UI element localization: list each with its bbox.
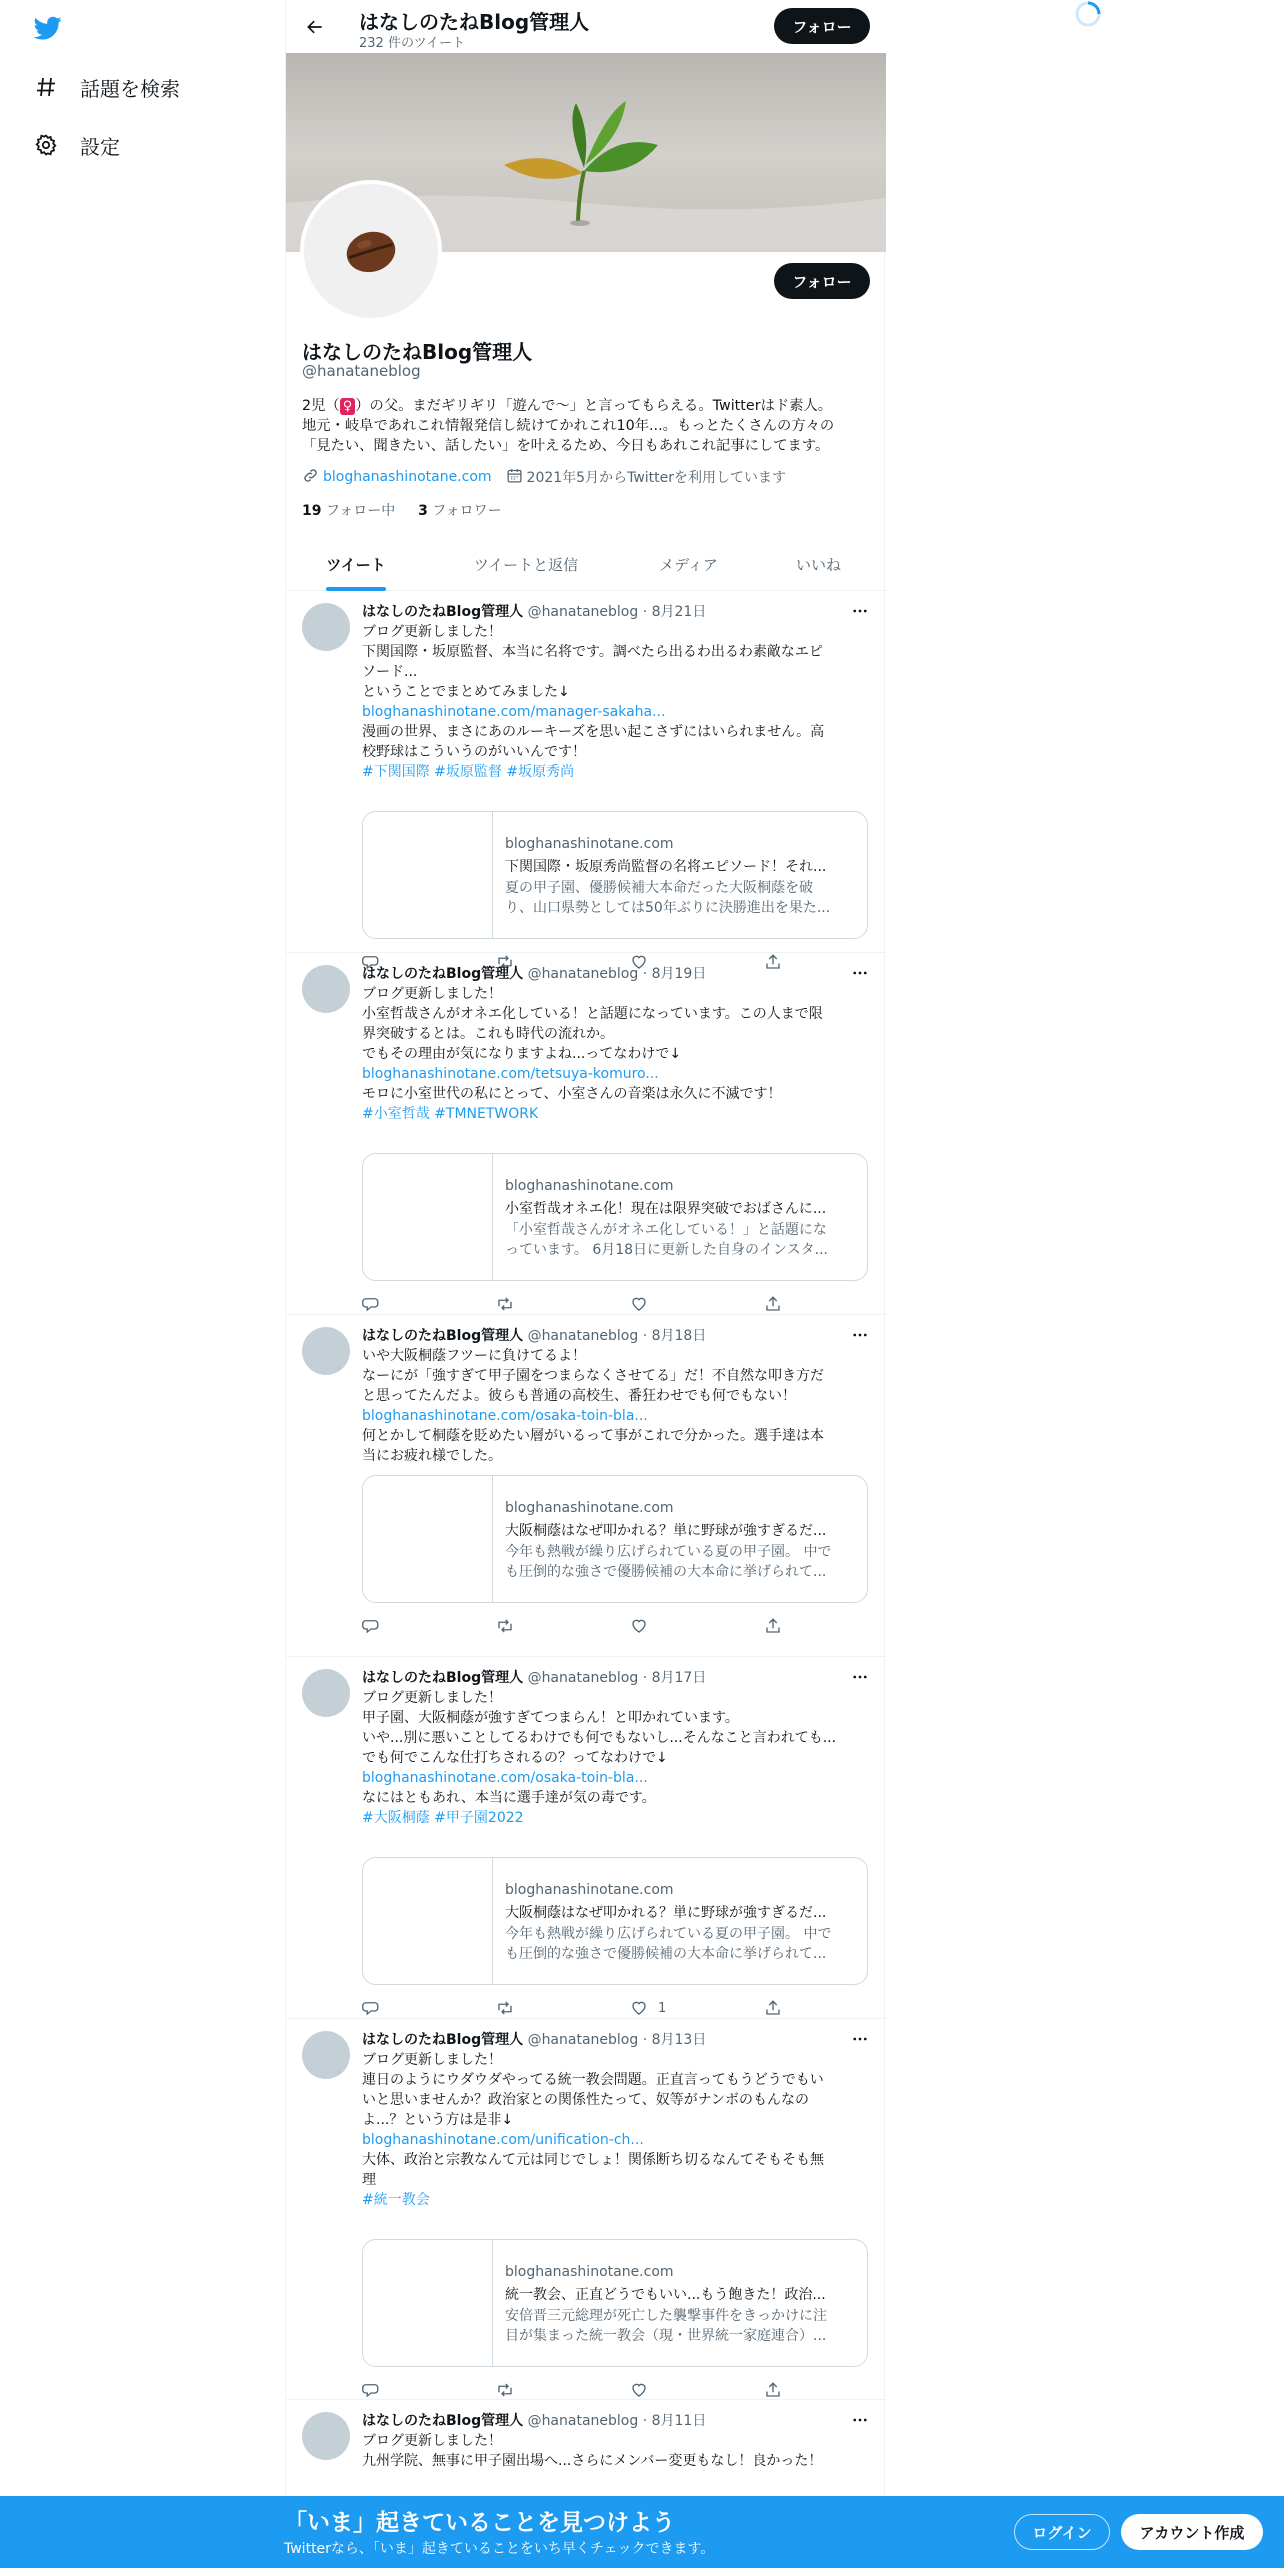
link-preview-card[interactable] [362, 1857, 868, 1985]
tweet-text-line: でも何でこんな仕打ちされるの？ってなわけで↓ [362, 1750, 668, 1766]
tweet-text-line: でもその理由が気になりますよね...ってなわけで↓ [362, 1046, 682, 1062]
tweet-author-handle: @hanataneblog [527, 2032, 639, 2048]
tweet-author-name[interactable]: はなしのたねBlog管理人 [362, 2413, 524, 2429]
link-preview-card[interactable] [362, 1153, 868, 1281]
tab-likes[interactable]: いいね [795, 556, 841, 574]
card-description: 「小室哲哉さんがオネエ化している！」と話題にな っています。 6月18日に更新した自身のインスタ... [505, 1222, 828, 1258]
main-column [285, 0, 885, 2568]
nav-settings[interactable] [32, 125, 120, 165]
tweet-date[interactable]: · 8月19日 [642, 966, 707, 982]
login-button[interactable]: ログイン [1014, 2514, 1110, 2550]
tweet-text-line: なにはともあれ、本当に選手達が気の毒です。 [362, 1790, 656, 1806]
card-description: 夏の甲子園、優勝候補大本命だった大阪桐蔭を破 り、山口県勢としては50年ぶりに決勝進出を果た... [505, 880, 831, 916]
more-icon [851, 1326, 869, 1344]
card-domain: bloghanashinotane.com [505, 1882, 674, 1898]
back-arrow-icon [305, 17, 325, 37]
back-button[interactable] [298, 10, 332, 44]
bio-line: 地元・岐阜であれこれ情報発信し続けてかれこれ10年...。もっとたくさんの方々の [302, 418, 835, 434]
tweet-text-line: 何とかして桐蔭を貶めたい層がいるって事がこれで分かった。選手達は本 [362, 1428, 824, 1444]
tweet-link[interactable]: #統一教会 [362, 2192, 430, 2208]
tweet-header [362, 1325, 706, 1345]
bottom-bar-title: 「いま」起きていることを見つけよう [284, 2510, 675, 2536]
left-navigation [0, 0, 285, 2568]
profile-header-bar [286, 0, 886, 53]
like-button[interactable] [630, 1995, 666, 2021]
tweet-text-line: モロに小室世代の私にとって、小室さんの音楽は永久に不滅です！ [362, 1086, 782, 1102]
reply-icon [362, 2381, 380, 2399]
more-icon [851, 964, 869, 982]
heart-icon [630, 1617, 648, 1635]
more-options-button[interactable] [846, 2406, 874, 2434]
tweet-header [362, 963, 706, 983]
tweet-text-line: 連日のようにウダウダやってる統一教会問題。正直言ってもうどうでもい [362, 2072, 824, 2088]
heart-icon [630, 2381, 648, 2399]
card-domain: bloghanashinotane.com [505, 836, 674, 852]
retweet-button[interactable] [496, 1291, 514, 1317]
tweet-actions [362, 1613, 792, 1639]
more-icon [851, 2411, 869, 2429]
retweet-icon [496, 1617, 514, 1635]
tweet-link[interactable]: bloghanashinotane.com/tetsuya-komuro... [362, 1066, 659, 1082]
retweet-icon [496, 2381, 514, 2399]
tweet-author-name[interactable]: はなしのたねBlog管理人 [362, 604, 524, 620]
tweet-avatar[interactable] [302, 2031, 350, 2079]
share-button[interactable] [764, 1613, 782, 1639]
tweet[interactable] [286, 2019, 886, 2400]
card-title: 大阪桐蔭はなぜ叩かれる？単に野球が強すぎるだ... [505, 1523, 827, 1539]
tweet[interactable] [286, 1657, 886, 2019]
card-description: 今年も熱戦が繰り広げられている夏の甲子園。 中で も圧倒的な強さで優勝候補の大本命に挙げられて... [505, 1926, 832, 1962]
like-count: 1 [658, 2000, 667, 2016]
tweet-text-line: いや大阪桐蔭フツーに負けてるよ！ [362, 1348, 586, 1364]
followers-link[interactable]: 3 フォロワー [418, 503, 502, 519]
more-icon [851, 602, 869, 620]
tweet-actions [362, 1995, 792, 2021]
tweet-link[interactable]: #大阪桐蔭 #甲子園2022 [362, 1810, 524, 1826]
heart-icon [630, 1999, 648, 2017]
tweet-author-handle: @hanataneblog [527, 1328, 639, 1344]
profile-follow-stats [302, 500, 502, 520]
tweet-link[interactable]: bloghanashinotane.com/manager-sakaha... [362, 704, 666, 720]
tweet-date[interactable]: · 8月11日 [642, 2413, 707, 2429]
nav-explore[interactable] [32, 67, 180, 107]
profile-handle: @hanataneblog [302, 362, 421, 380]
link-preview-card[interactable] [362, 811, 868, 939]
like-button[interactable] [630, 1291, 658, 1317]
card-domain: bloghanashinotane.com [505, 1500, 674, 1516]
tweet-author-name[interactable]: はなしのたねBlog管理人 [362, 966, 524, 982]
signup-button[interactable]: アカウント作成 [1121, 2514, 1263, 2550]
retweet-button[interactable] [496, 1613, 514, 1639]
tweet-text-line: なーにが「強すぎて甲子園をつまらなくさせてる」だ！不自然な叩き方だ [362, 1368, 824, 1384]
tweet-author-handle: @hanataneblog [527, 1670, 639, 1686]
reply-button[interactable] [362, 1995, 380, 2021]
tweet-text [362, 1346, 874, 1466]
card-title: 大阪桐蔭はなぜ叩かれる？単に野球が強すぎるだ... [505, 1905, 827, 1921]
reply-button[interactable] [362, 1613, 380, 1639]
tweet-text [362, 2050, 874, 2210]
header-title: はなしのたねBlog管理人 [359, 10, 590, 34]
tab-tweets-and-replies[interactable]: ツイートと返信 [473, 556, 579, 574]
tweet-text [362, 622, 874, 782]
profile-name: はなしのたねBlog管理人 [302, 340, 533, 364]
card-domain: bloghanashinotane.com [505, 2264, 674, 2280]
tweet-header [362, 2410, 706, 2430]
tweet-text-line: 理 [362, 2172, 376, 2188]
tweet-text-line: ブログ更新しました！ [362, 986, 502, 1002]
card-thumbnail [363, 812, 493, 939]
tweet-text-line: ブログ更新しました！ [362, 1690, 502, 1706]
tweet[interactable] [286, 591, 886, 953]
tab-tweets[interactable]: ツイート [286, 538, 426, 591]
retweet-icon [496, 1999, 514, 2017]
share-icon [764, 1617, 782, 1635]
tab-media[interactable]: メディア [659, 556, 718, 574]
tweet-date[interactable]: · 8月13日 [642, 2032, 707, 2048]
card-title: 小室哲哉オネエ化！現在は限界突破でおばさんに... [505, 1201, 827, 1217]
like-button[interactable] [630, 1613, 658, 1639]
profile-website-link[interactable]: bloghanashinotane.com [323, 469, 492, 485]
tweet-date[interactable]: · 8月18日 [642, 1328, 707, 1344]
header-tweet-count: 232 件のツイート [359, 36, 466, 51]
profile-joined-date: 2021年5月からTwitterを利用しています [526, 470, 787, 486]
card-thumbnail [363, 1476, 493, 1603]
card-thumbnail [363, 1154, 493, 1281]
more-options-button[interactable] [846, 2025, 874, 2053]
card-title: 下関国際・坂原秀尚監督の名将エピソード！それ... [505, 859, 827, 875]
bottom-bar-subtitle: Twitterなら、「いま」起きていることをいち早くチェックできます。 [284, 2541, 715, 2557]
tweet-text-line: ブログ更新しました！ [362, 2052, 502, 2068]
bio-line: 2児（ ♀ ）の父。まだギリギリ「遊んで〜」と言ってもらえる。Twitterはド素人。 [302, 398, 833, 414]
link-preview-card[interactable] [362, 2239, 868, 2367]
tweet-text [362, 1688, 874, 1828]
tweet[interactable] [286, 1315, 886, 1657]
retweet-button[interactable] [496, 1995, 514, 2021]
share-icon [764, 2381, 782, 2399]
heart-icon [630, 1295, 648, 1313]
tweet-text-line: と思ってたんだよ。彼らも普通の高校生、番狂わせでも何でもない！ [362, 1388, 796, 1404]
tweet-link[interactable]: bloghanashinotane.com/unification-ch... [362, 2132, 644, 2148]
tweet-avatar[interactable] [302, 1669, 350, 1717]
loading-spinner-icon [1074, 0, 1102, 28]
following-link[interactable]: 19 フォロー中 [302, 503, 396, 519]
share-icon [764, 1999, 782, 2017]
gear-icon [32, 131, 60, 159]
more-options-button[interactable] [846, 959, 874, 987]
tweet-header [362, 1667, 706, 1687]
tweet-text-line: ソード... [362, 664, 418, 680]
more-icon [851, 2030, 869, 2048]
tweet-text-line: 漫画の世界、まさにあのルーキーズを思い起こさずにはいられません。高 [362, 724, 825, 740]
card-domain: bloghanashinotane.com [505, 1178, 674, 1194]
tweet-text-line: ということでまとめてみました↓ [362, 684, 570, 700]
tweet-text-line: いと思いませんか？政治家との関係性たって、奴等がナンボのもんなの [362, 2092, 810, 2108]
card-thumbnail [363, 1858, 493, 1985]
card-thumbnail [363, 2240, 493, 2367]
more-icon [851, 1668, 869, 1686]
link-icon [302, 467, 319, 488]
tweet-avatar[interactable] [302, 1327, 350, 1375]
tweet-link[interactable]: #小室哲哉 #TMNETWORK [362, 1106, 539, 1122]
nav-settings-label: 設定 [80, 134, 120, 159]
profile-avatar[interactable] [300, 180, 442, 322]
tweet-text [362, 984, 874, 1124]
tweet-text-line: 九州学院、無事に甲子園出場へ...さらにメンバー変更もなし！良かった！ [362, 2453, 823, 2469]
nav-explore-label: 話題を検索 [80, 76, 180, 101]
share-button[interactable] [764, 1995, 782, 2021]
reply-button[interactable] [362, 1291, 380, 1317]
card-title: 統一教会、正直どうでもいい...もう飽きた！政治... [505, 2287, 826, 2303]
female-sign-icon: ♀ [340, 398, 356, 415]
share-button[interactable] [764, 1291, 782, 1317]
retweet-icon [496, 1295, 514, 1313]
tweet-header [362, 601, 706, 621]
more-options-button[interactable] [846, 597, 874, 625]
tweet-avatar[interactable] [302, 603, 350, 651]
header-follow-button[interactable]: フォロー [774, 8, 870, 44]
link-preview-card[interactable] [362, 1475, 868, 1603]
tweet-text-line: 下関国際・坂原監督、本当に名将です。調べたら出るわ出るわ素敵なエピ [362, 644, 823, 660]
tweet-author-handle: @hanataneblog [527, 2413, 639, 2429]
tweet-date[interactable]: · 8月17日 [642, 1670, 707, 1686]
tweet-avatar[interactable] [302, 965, 350, 1013]
tweet-text-line: 校野球はこういうのがいいんです！ [362, 744, 586, 760]
tweet-text-line: いや...別に悪いことしてるわけでも何でもないし...そんなこと言われても... [362, 1730, 837, 1746]
tweet-text-line: 界突破するとは。これも時代の流れか。 [362, 1026, 614, 1042]
profile-bio [302, 396, 872, 456]
tweet-text-line: ブログ更新しました！ [362, 2433, 502, 2449]
tweet-author-handle: @hanataneblog [527, 604, 639, 620]
reply-icon [362, 1617, 380, 1635]
tweet-text-line: 甲子園、大阪桐蔭が強すぎてつまらん！と叩かれています。 [362, 1710, 739, 1726]
tweet[interactable] [286, 953, 886, 1315]
signup-bottom-bar [0, 2496, 1284, 2568]
reply-icon [362, 1999, 380, 2017]
tweet-text-line: 当にお疲れ様でした。 [362, 1448, 502, 1464]
tweet-text-line: 大体、政治と宗教なんて元は同じでしょ！関係断ち切るなんてそもそも無 [362, 2152, 824, 2168]
twitter-logo-icon[interactable] [32, 14, 64, 42]
tweet-text-line: ブログ更新しました！ [362, 624, 502, 640]
tweet-link[interactable]: bloghanashinotane.com/osaka-toin-bla... [362, 1408, 648, 1424]
hashtag-icon [32, 73, 60, 101]
tweet-link[interactable]: #下関国際 #坂原監督 #坂原秀尚 [362, 764, 575, 780]
calendar-icon [506, 467, 523, 488]
tweet-author-handle: @hanataneblog [527, 966, 639, 982]
profile-tabs [286, 538, 886, 591]
tweet-author-name[interactable]: はなしのたねBlog管理人 [362, 1328, 524, 1344]
reply-icon [362, 1295, 380, 1313]
tweet-author-name[interactable]: はなしのたねBlog管理人 [362, 2032, 524, 2048]
tweet-author-name[interactable]: はなしのたねBlog管理人 [362, 1670, 524, 1686]
tweet-header [362, 2029, 706, 2049]
more-options-button[interactable] [846, 1321, 874, 1349]
tweet-avatar[interactable] [302, 2412, 350, 2460]
share-icon [764, 1295, 782, 1313]
profile-follow-button[interactable]: フォロー [774, 263, 870, 299]
profile-meta [302, 466, 786, 488]
more-options-button[interactable] [846, 1663, 874, 1691]
tweet-text-line: 小室哲哉さんがオネエ化している！と話題になっています。この人まで限 [362, 1006, 823, 1022]
tweet-date[interactable]: · 8月21日 [642, 604, 707, 620]
tweet-link[interactable]: bloghanashinotane.com/osaka-toin-bla... [362, 1770, 648, 1786]
card-description: 今年も熱戦が繰り広げられている夏の甲子園。 中で も圧倒的な強さで優勝候補の大本命に挙げられて... [505, 1544, 832, 1580]
tweet-text [362, 2431, 874, 2471]
bio-line: 「見たい、聞きたい、話したい」を叶えるため、今日もあれこれ記事にしてます。 [302, 438, 830, 454]
tweet-actions [362, 1291, 792, 1317]
tweet-text-line: よ...？という方は是非↓ [362, 2112, 514, 2128]
card-description: 安倍晋三元総理が死亡した襲撃事件をきっかけに注 目が集まった統一教会（現・世界統一家庭連合）... [505, 2308, 827, 2344]
